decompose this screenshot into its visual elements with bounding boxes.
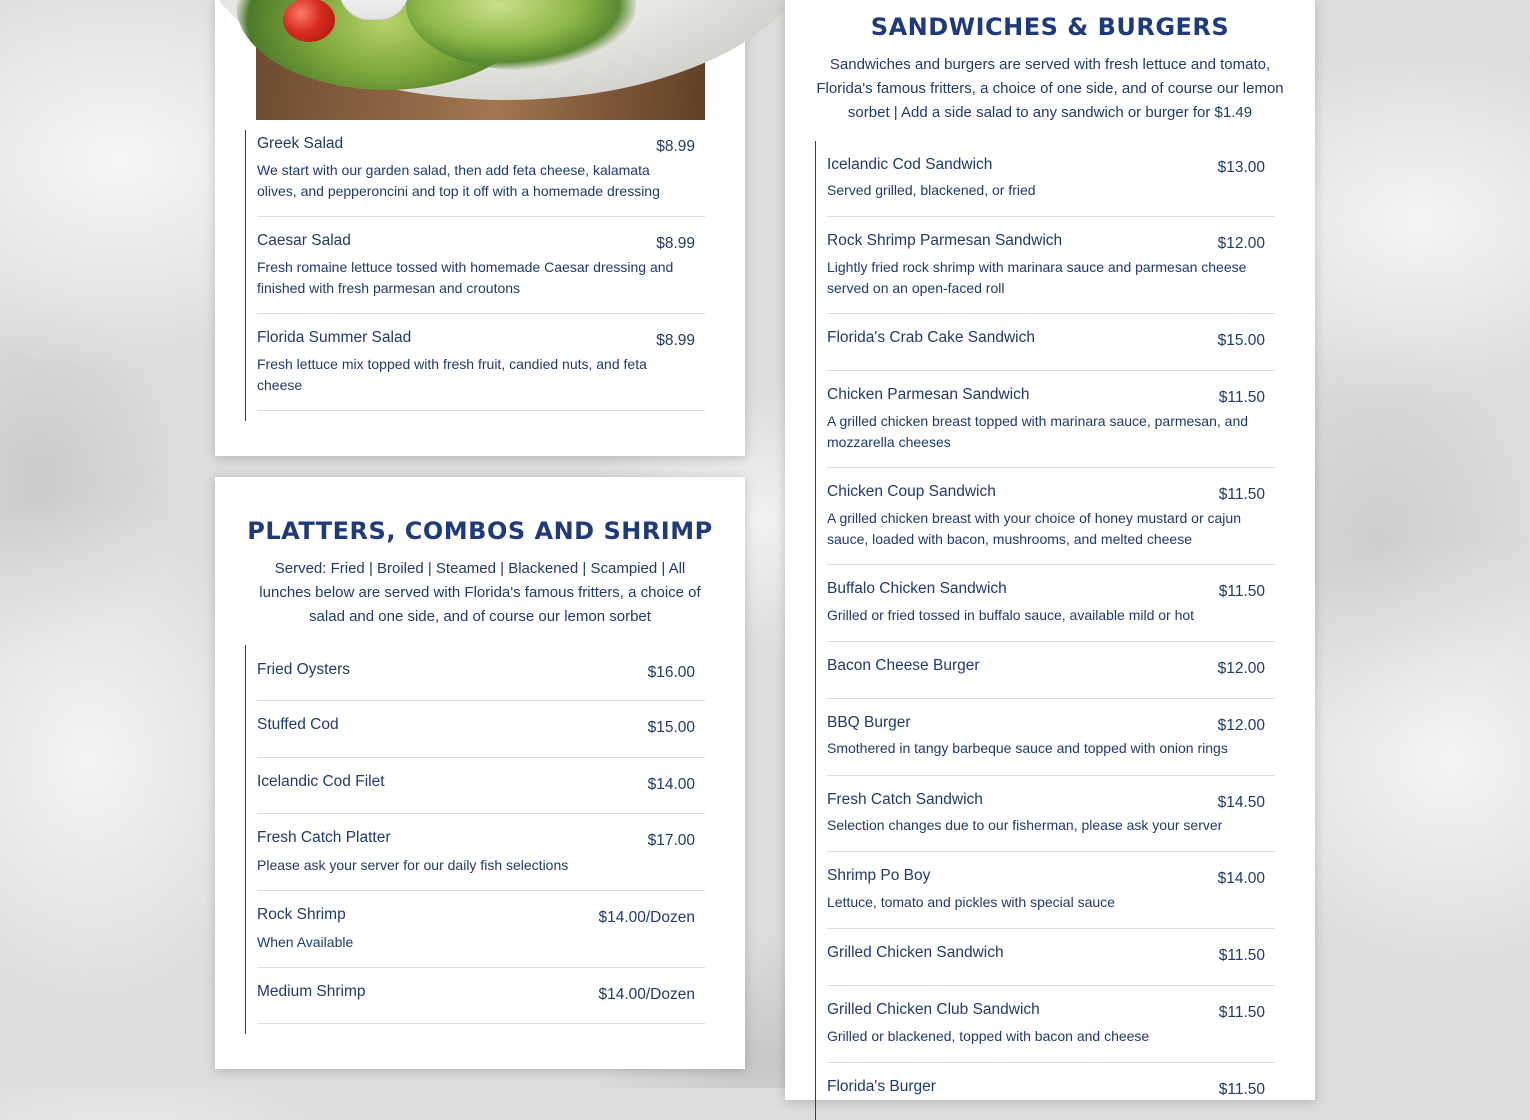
menu-item [257, 130, 705, 217]
menu-item [827, 699, 1275, 776]
item-description: Grilled or blackened, topped with bacon and cheese [827, 1028, 1150, 1044]
item-description: A grilled chicken breast topped with marinara sauce, parmesan, and mozzarella cheeses [827, 413, 1249, 450]
salads-menu-list [245, 130, 705, 421]
item-name: Fresh Catch Sandwich [827, 791, 983, 808]
item-price: $13.00 [1217, 159, 1265, 176]
item-price: $14.00/Dozen [598, 909, 695, 926]
item-price: $8.99 [656, 138, 695, 155]
item-name: Buffalo Chicken Sandwich [827, 580, 1007, 597]
item-price: $15.00 [1217, 332, 1265, 349]
menu-item [827, 642, 1275, 699]
item-price: $8.99 [656, 332, 695, 349]
item-price: $11.50 [1218, 1004, 1265, 1021]
item-price: $8.99 [656, 235, 695, 252]
item-price: $16.00 [647, 664, 695, 681]
menu-item [827, 371, 1275, 468]
item-name: Grilled Chicken Club Sandwich [827, 1001, 1040, 1018]
item-price: $14.50 [1217, 794, 1265, 811]
item-name: Florida's Burger [827, 1078, 936, 1095]
sandwiches-card [785, 0, 1315, 1100]
item-name: Chicken Parmesan Sandwich [827, 386, 1030, 403]
section-description: Served: Fried | Broiled | Steamed | Blackened | Scampied | All lunches below are served with Florida's famous fritters, a choice of salad and one side, and of course our lemon sorbet [259, 560, 701, 625]
menu-item [257, 891, 705, 968]
item-name: Chicken Coup Sandwich [827, 483, 996, 500]
item-name: Florida Summer Salad [257, 329, 412, 346]
item-name: Rock Shrimp Parmesan Sandwich [827, 232, 1063, 249]
item-price: $11.50 [1218, 1081, 1265, 1098]
menu-item [257, 968, 705, 1024]
salad-photo [256, 0, 705, 120]
menu-item [827, 1063, 1275, 1120]
item-price: $15.00 [647, 719, 695, 736]
item-name: Icelandic Cod Sandwich [827, 156, 993, 173]
menu-item [257, 814, 705, 891]
item-name: BBQ Burger [827, 714, 911, 731]
salads-card [215, 0, 745, 456]
section-title: SANDWICHES & BURGERS [870, 13, 1230, 41]
section-title: PLATTERS, COMBOS AND SHRIMP [247, 517, 713, 545]
item-name: Rock Shrimp [257, 906, 346, 923]
section-description: Sandwiches and burgers are served with fresh lettuce and tomato, Florida's famous fritters, a choice of one side, and of course our lemon sorbet | Add a side salad to any sandwich or burger for $1.49 [816, 56, 1284, 121]
menu-item [827, 217, 1275, 314]
menu-item [827, 314, 1275, 371]
item-description: Lettuce, tomato and pickles with special sauce [827, 894, 1115, 910]
item-name: Grilled Chicken Sandwich [827, 944, 1004, 961]
item-description: When Available [257, 934, 354, 950]
item-price: $14.00/Dozen [598, 986, 695, 1003]
item-description: A grilled chicken breast with your choice of honey mustard or cajun sauce, loaded with bacon, mushrooms, and melted cheese [827, 510, 1241, 547]
menu-item [827, 852, 1275, 929]
item-price: $12.00 [1217, 235, 1265, 252]
menu-item [827, 986, 1275, 1063]
item-description: Lightly fried rock shrimp with marinara sauce and parmesan cheese served on an open-faced roll [827, 259, 1247, 296]
sandwiches-menu-list [815, 141, 1275, 1120]
item-description: We start with our garden salad, then add feta cheese, kalamata olives, and pepperoncini and top it off with a homemade dressing [257, 162, 660, 199]
item-name: Medium Shrimp [257, 983, 366, 1000]
item-price: $11.50 [1218, 583, 1265, 600]
item-price: $11.50 [1218, 486, 1265, 503]
item-name: Greek Salad [257, 135, 344, 152]
menu-item [257, 217, 705, 314]
menu-item [827, 929, 1275, 986]
item-description: Fresh romaine lettuce tossed with homemade Caesar dressing and finished with fresh parmesan and croutons [257, 259, 674, 296]
menu-item [827, 565, 1275, 642]
item-description: Served grilled, blackened, or fried [827, 182, 1036, 198]
item-description: Fresh lettuce mix topped with fresh fruit, candied nuts, and feta cheese [257, 356, 647, 393]
item-name: Icelandic Cod Filet [257, 773, 385, 790]
item-price: $12.00 [1217, 660, 1265, 677]
menu-item [827, 776, 1275, 852]
item-price: $17.00 [647, 832, 695, 849]
item-name: Fried Oysters [257, 661, 351, 678]
platters-card [215, 477, 745, 1069]
item-description: Please ask your server for our daily fish selections [257, 857, 569, 873]
item-description: Selection changes due to our fisherman, please ask your server [827, 817, 1223, 833]
menu-item [257, 314, 705, 411]
item-price: $14.00 [647, 776, 695, 793]
item-name: Bacon Cheese Burger [827, 657, 980, 674]
item-price: $12.00 [1217, 717, 1265, 734]
item-description: Grilled or fried tossed in buffalo sauce, available mild or hot [827, 607, 1195, 623]
item-name: Stuffed Cod [257, 716, 339, 733]
item-price: $14.00 [1217, 870, 1265, 887]
item-price: $11.50 [1218, 389, 1265, 406]
menu-item [257, 758, 705, 814]
menu-item [827, 141, 1275, 217]
item-name: Florida's Crab Cake Sandwich [827, 329, 1035, 346]
item-name: Caesar Salad [257, 232, 351, 249]
item-price: $11.50 [1218, 947, 1265, 964]
item-description: Smothered in tangy barbeque sauce and topped with onion rings [827, 740, 1228, 756]
item-name: Fresh Catch Platter [257, 829, 391, 846]
platters-menu-list [245, 645, 705, 1034]
menu-item [257, 701, 705, 758]
menu-item [827, 468, 1275, 565]
menu-item [257, 645, 705, 701]
item-name: Shrimp Po Boy [827, 867, 931, 884]
